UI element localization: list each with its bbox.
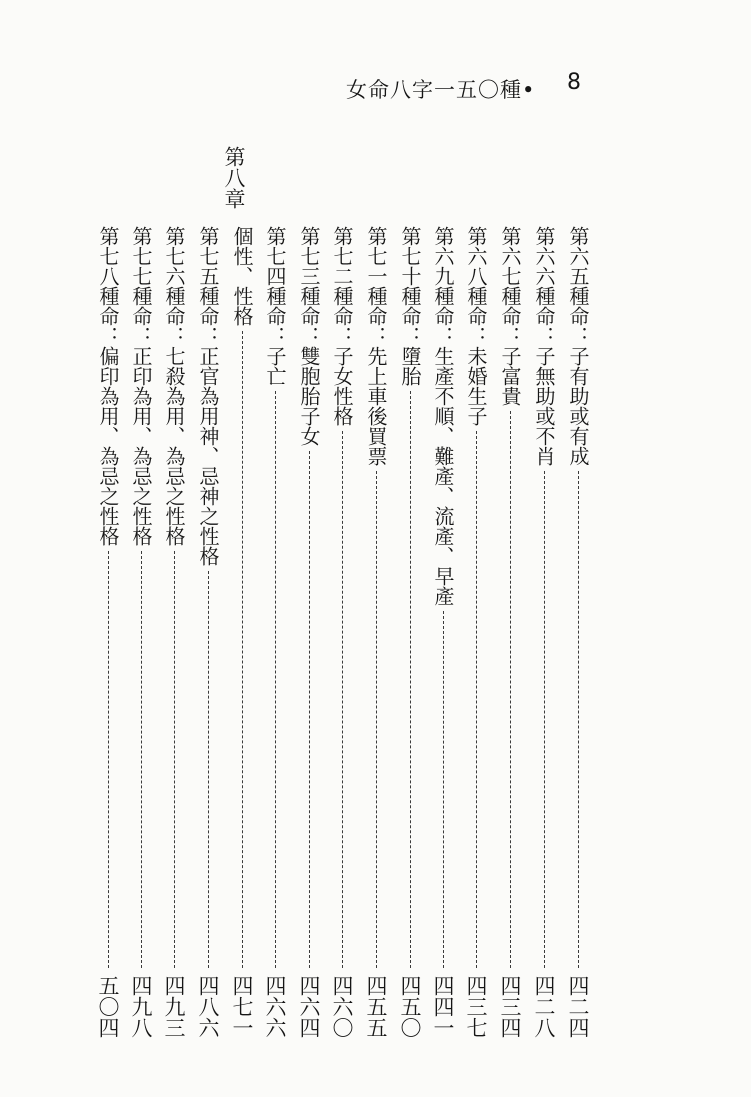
toc-entry [294,226,324,1038]
entry-title: 第七六種命：七殺為用、為忌之性格 [162,226,186,546]
entry-title: 第七七種命：正印為用、為忌之性格 [129,226,153,546]
dot-leader [410,391,411,968]
dot-leader [141,551,142,968]
dot-leader [443,611,444,968]
dot-leader [342,431,343,968]
entry-page: 四八六 [196,975,220,1038]
entry-page: 四三七 [464,975,488,1038]
toc-entry [395,226,425,1038]
toc-entry [227,226,257,1038]
dot-leader [578,471,579,968]
dot-leader [174,551,175,968]
entry-page: 四二四 [566,975,590,1038]
page-number: 8 [567,70,581,95]
entry-page: 四六〇 [330,975,354,1038]
entry-title: 第七五種命：正官為用神、忌神之性格 [196,226,220,566]
toc-entry [193,226,223,1038]
entry-title: 第七一種命：先上車後買票 [364,226,388,466]
toc-entry [529,226,559,1038]
toc-entry [361,226,391,1038]
entry-title: 第六六種命：子無助或不肖 [532,226,556,466]
entry-page: 四二八 [532,975,556,1038]
dot-leader [476,431,477,968]
entry-page: 四四一 [431,975,455,1038]
entry-page: 五〇四 [96,975,120,1038]
toc-entry [563,226,593,1038]
toc-entry [159,226,189,1038]
entry-page: 四五〇 [398,975,422,1038]
entry-page: 四三四 [498,975,522,1038]
toc-entry [327,226,357,1038]
entry-page: 四五五 [364,975,388,1038]
entry-title: 第六九種命：生產不順、難產、流產、早產 [431,226,455,606]
dot-leader [108,551,109,968]
entry-title: 第七四種命：子亡 [263,226,287,386]
running-head: 女命八字一五〇種• [346,78,536,102]
toc-entry [428,226,458,1038]
dot-leader [376,471,377,968]
entry-page: 四九三 [162,975,186,1038]
dot-leader [208,571,209,968]
entry-title: 第七八種命：偏印為用、為忌之性格 [96,226,120,546]
dot-leader [544,471,545,968]
chapter-label: 第八章 [222,146,246,209]
entry-title: 個性、性格 [230,226,254,326]
entry-title: 第七十種命：墮胎 [398,226,422,386]
dot-leader [242,331,243,968]
toc-entry [126,226,156,1038]
entry-page: 四七一 [230,975,254,1038]
toc-entry [260,226,290,1038]
entry-title: 第七二種命：子女性格 [330,226,354,426]
chapter-heading [219,146,249,209]
dot-leader [275,391,276,968]
entry-page: 四九八 [129,975,153,1038]
entry-title: 第六五種命：子有助或有成 [566,226,590,466]
toc-entry [495,226,525,1038]
dot-leader [309,451,310,968]
entry-title: 第六八種命：未婚生子 [464,226,488,426]
dot-leader [510,411,511,968]
entry-page: 四六六 [263,975,287,1038]
entry-title: 第六七種命：子富貴 [498,226,522,406]
toc-entry [93,226,123,1038]
entry-title: 第七三種命：雙胞胎子女 [297,226,321,446]
toc-entry [461,226,491,1038]
entry-page: 四六四 [297,975,321,1038]
